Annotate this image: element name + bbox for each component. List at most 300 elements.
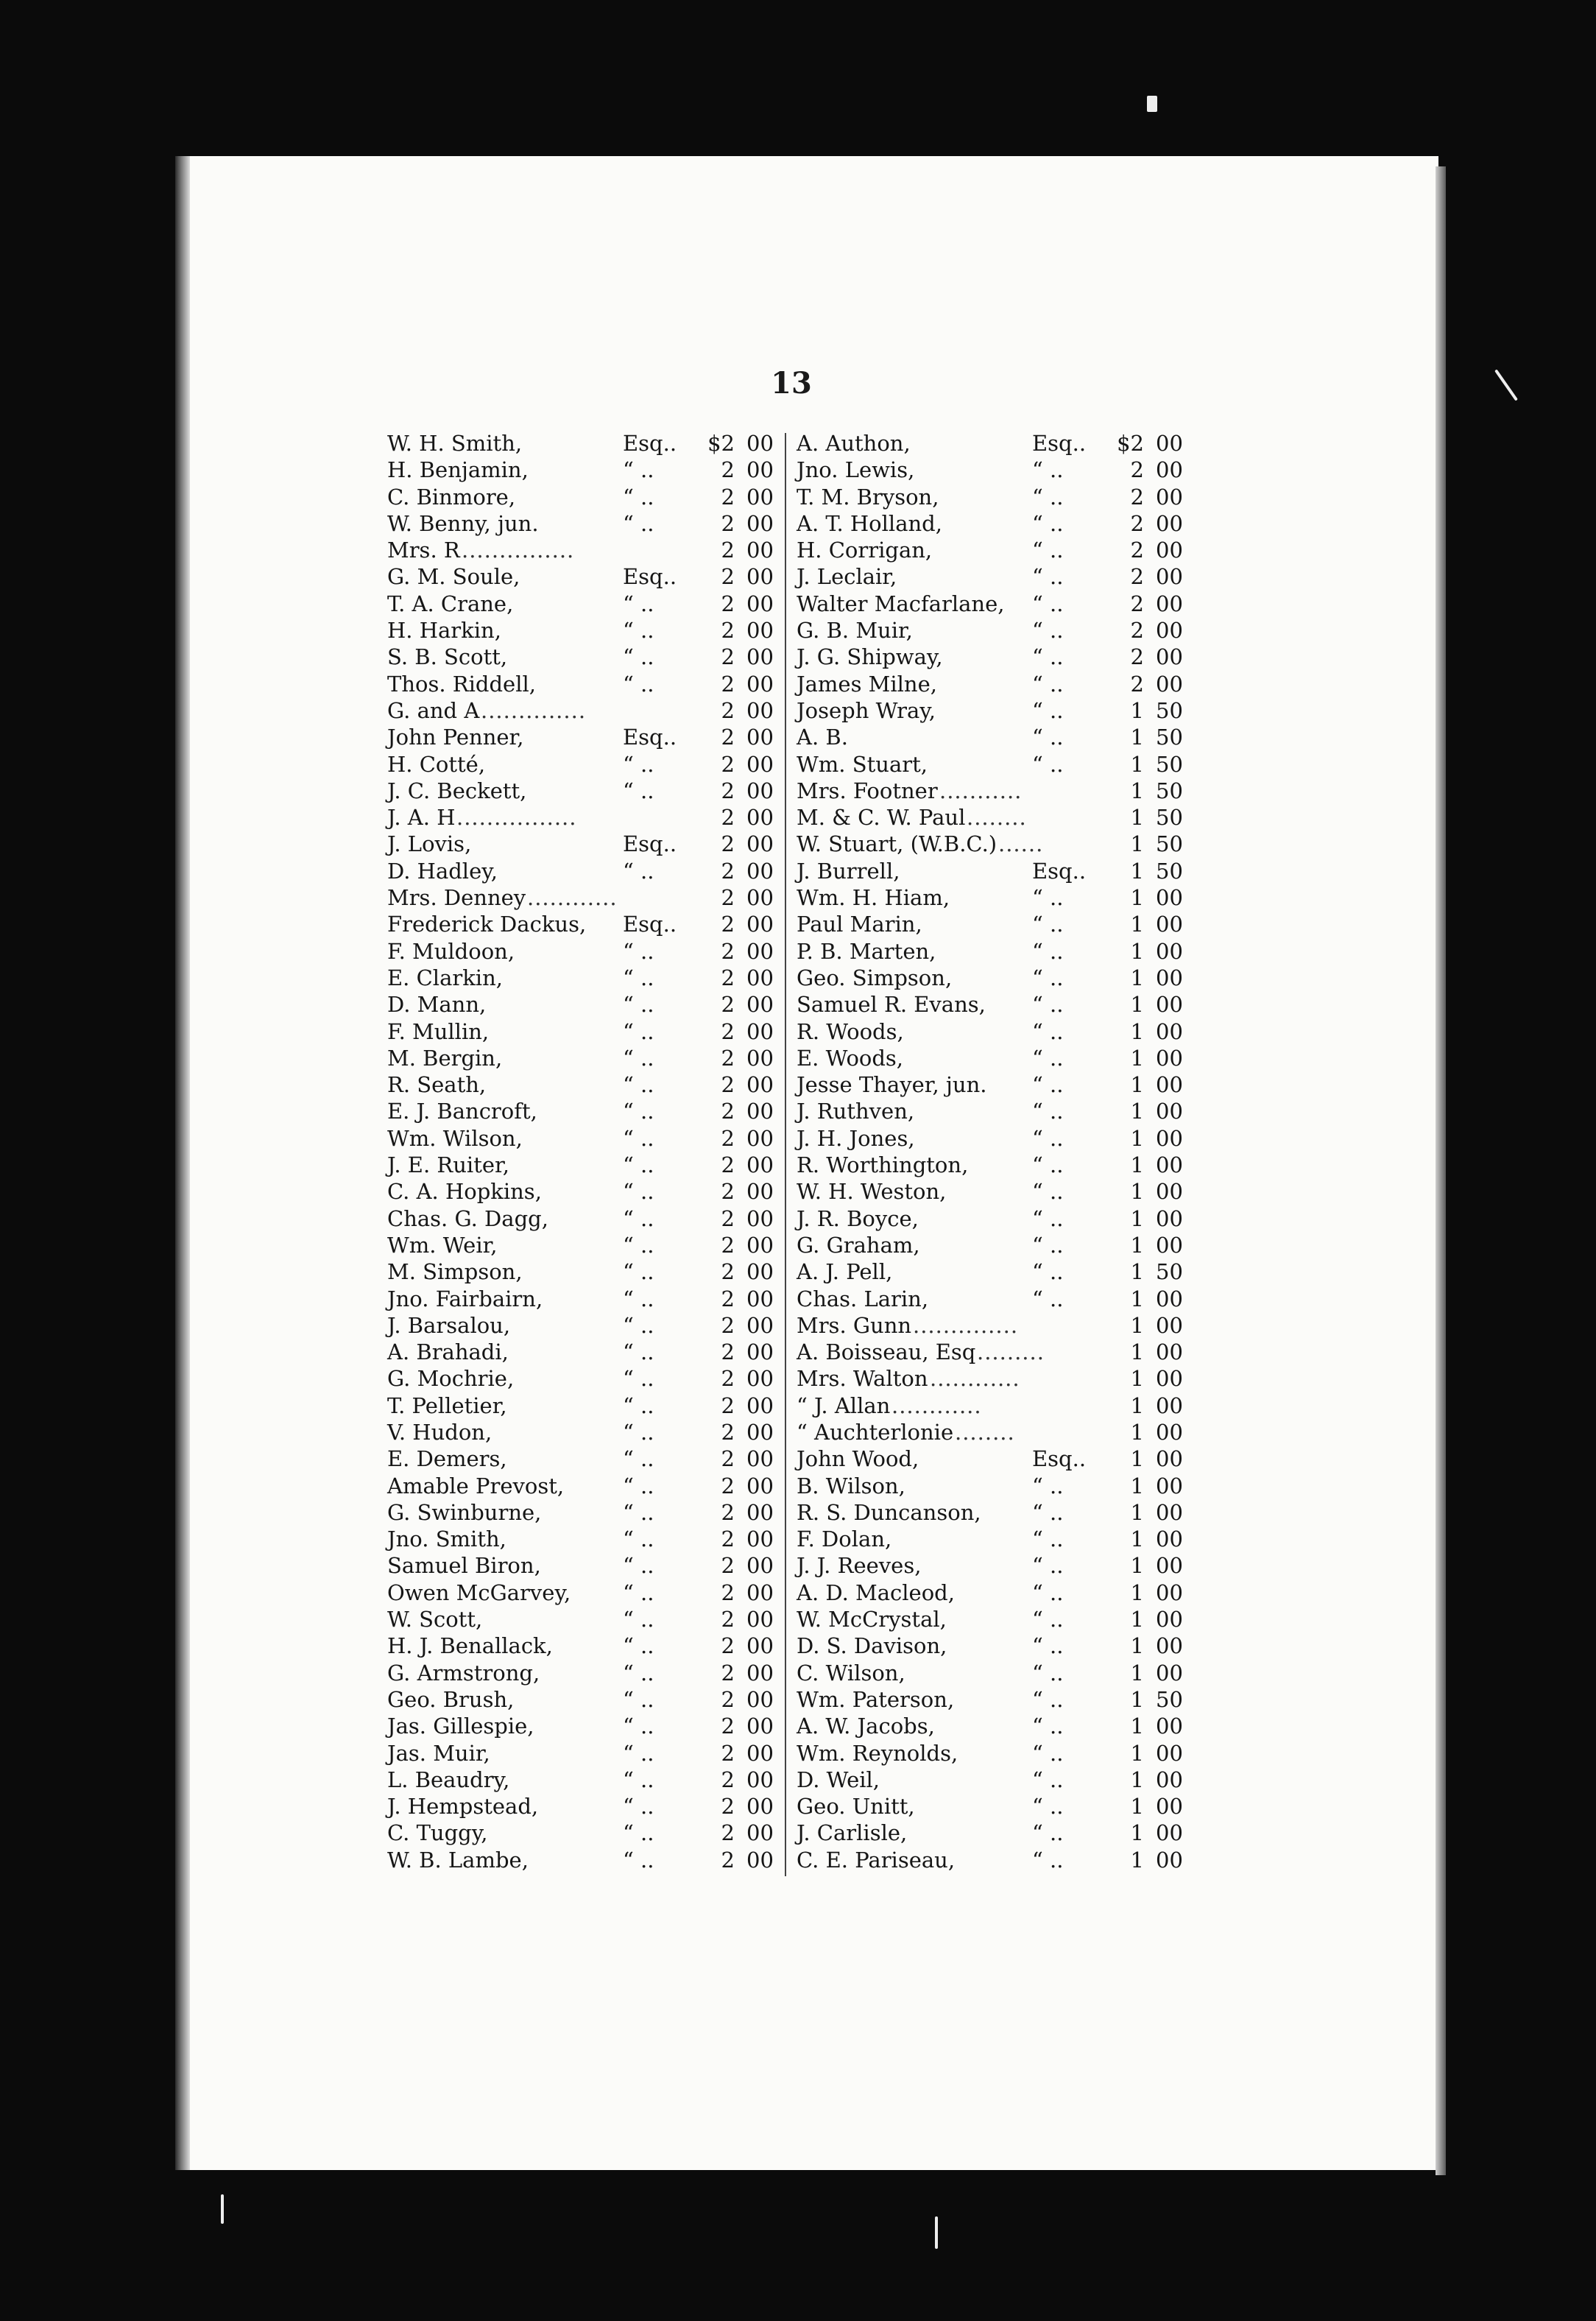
title-suffix: “ .. <box>1032 1633 1064 1659</box>
title-suffix: “ .. <box>623 1714 654 1739</box>
title-suffix: “ .. <box>1032 725 1064 750</box>
title-suffix: “ .. <box>1032 1152 1064 1178</box>
amount-dollars: 2 <box>721 1232 735 1258</box>
subscriber-name: J. Carlisle, <box>797 1820 908 1846</box>
subscriber-row <box>383 991 788 1018</box>
amount-cents: 00 <box>746 1499 774 1525</box>
amount-dollars: 2 <box>721 1553 735 1579</box>
title-suffix: “ .. <box>623 1152 654 1178</box>
subscriber-row <box>383 510 788 537</box>
amount-dollars: 1 <box>1130 1607 1144 1633</box>
subscriber-name: Thos. Riddell, <box>387 671 536 697</box>
subscriber-row <box>792 1686 1197 1713</box>
subscriber-row <box>792 1847 1197 1873</box>
subscriber-row <box>792 1205 1197 1232</box>
title-suffix: “ .. <box>1032 1099 1064 1124</box>
amount-cents: 00 <box>1156 992 1183 1018</box>
subscriber-name: Jno. Lewis, <box>797 457 915 483</box>
subscriber-row <box>792 858 1197 884</box>
subscriber-name: Geo. Brush, <box>387 1686 515 1712</box>
amount-dollars: 1 <box>1130 1232 1144 1258</box>
subscriber-name: J. Burrell, <box>797 858 900 884</box>
subscriber-row <box>792 1713 1197 1739</box>
amount-cents: 00 <box>746 1366 774 1392</box>
amount-cents: 00 <box>746 671 774 697</box>
amount-dollars: 1 <box>1130 1339 1144 1365</box>
amount-dollars: 2 <box>721 965 735 990</box>
amount-cents: 00 <box>1156 1499 1183 1525</box>
subscriber-name: H. J. Benallack, <box>387 1633 553 1659</box>
leader-dots: ........... <box>939 778 1023 803</box>
amount-dollars: 2 <box>721 1179 735 1205</box>
title-suffix: Esq.. <box>623 831 677 857</box>
subscriber-row <box>792 617 1197 644</box>
subscriber-row <box>792 1152 1197 1178</box>
amount-dollars: 2 <box>721 538 735 563</box>
subscriber-name: J. Leclair, <box>797 564 897 590</box>
title-suffix: “ .. <box>1032 1526 1064 1552</box>
title-suffix: “ .. <box>1032 1553 1064 1579</box>
leader-dots: ........ <box>967 805 1027 831</box>
subscriber-row <box>792 671 1197 697</box>
amount-dollars: 1 <box>1130 885 1144 911</box>
subscriber-row <box>792 1473 1197 1499</box>
subscriber-name: W. H. Weston, <box>797 1179 947 1205</box>
subscriber-name: W. B. Lambe, <box>387 1847 529 1873</box>
amount-cents: 00 <box>1156 1339 1183 1365</box>
amount-dollars: 2 <box>1130 564 1144 590</box>
title-suffix: “ .. <box>1032 1045 1064 1071</box>
subscriber-row <box>383 884 788 911</box>
subscriber-name: G. Armstrong, <box>387 1660 540 1686</box>
amount-dollars: 2 <box>721 1499 735 1525</box>
amount-cents: 00 <box>1156 1446 1183 1472</box>
subscriber-name: T. A. Crane, <box>387 591 514 616</box>
subscriber-name: J. H. Jones, <box>797 1125 915 1151</box>
subscriber-row <box>383 858 788 884</box>
amount-dollars: 1 <box>1130 912 1144 937</box>
amount-cents: 00 <box>1156 1607 1183 1633</box>
title-suffix: Esq.. <box>1032 858 1087 884</box>
amount-dollars: 2 <box>721 644 735 670</box>
amount-cents: 50 <box>1156 1686 1183 1712</box>
subscriber-row <box>383 1071 788 1098</box>
subscriber-name: C. A. Hopkins, <box>387 1179 542 1205</box>
amount-dollars: 1 <box>1130 1125 1144 1151</box>
amount-cents: 00 <box>1156 591 1183 616</box>
amount-dollars: 2 <box>721 1579 735 1605</box>
subscriber-name: G. Mochrie, <box>387 1366 515 1392</box>
dust-speck <box>935 2216 938 2249</box>
subscriber-row <box>383 751 788 778</box>
title-suffix: “ .. <box>623 1072 654 1098</box>
subscriber-name: J. J. Reeves, <box>797 1553 922 1579</box>
subscriber-row <box>383 430 788 457</box>
amount-dollars: 1 <box>1130 1714 1144 1739</box>
amount-dollars: 1 <box>1130 1286 1144 1311</box>
subscriber-name: Mrs. Gunn <box>797 1312 912 1338</box>
amount-dollars: 2 <box>721 751 735 777</box>
amount-cents: 00 <box>746 1205 774 1231</box>
dust-speck <box>1147 96 1157 112</box>
subscriber-row <box>792 1419 1197 1445</box>
subscriber-row <box>792 1552 1197 1579</box>
subscriber-name: E. J. Bancroft, <box>387 1099 537 1124</box>
subscriber-name: F. Muldoon, <box>387 938 515 964</box>
amount-cents: 00 <box>1156 1820 1183 1846</box>
subscriber-row <box>383 911 788 937</box>
amount-dollars: 1 <box>1130 1045 1144 1071</box>
subscriber-row <box>383 1847 788 1873</box>
amount-dollars: 2 <box>1130 510 1144 536</box>
title-suffix: “ .. <box>623 1767 654 1792</box>
subscriber-row <box>792 965 1197 991</box>
subscriber-name: M. Bergin, <box>387 1045 503 1071</box>
amount-cents: 00 <box>746 1579 774 1605</box>
subscriber-row <box>792 457 1197 483</box>
title-suffix: “ .. <box>1032 1660 1064 1686</box>
subscriber-row <box>383 1767 788 1793</box>
title-suffix: “ .. <box>623 1794 654 1820</box>
amount-dollars: 1 <box>1130 1660 1144 1686</box>
title-suffix: “ .. <box>623 1179 654 1205</box>
amount-dollars: 2 <box>721 885 735 911</box>
amount-cents: 00 <box>746 1339 774 1365</box>
amount-dollars: 2 <box>1130 644 1144 670</box>
leader-dots: .............. <box>481 697 587 723</box>
subscriber-row <box>792 991 1197 1018</box>
subscriber-name: V. Hudon, <box>387 1419 492 1445</box>
amount-cents: 00 <box>1156 1740 1183 1766</box>
amount-dollars: 2 <box>721 564 735 590</box>
amount-cents: 50 <box>1156 725 1183 750</box>
amount-dollars: 2 <box>721 1633 735 1659</box>
amount-cents: 00 <box>746 725 774 750</box>
amount-dollars: 2 <box>721 1794 735 1820</box>
subscriber-row <box>383 1686 788 1713</box>
subscriber-row <box>383 1579 788 1606</box>
subscriber-row <box>792 1579 1197 1606</box>
subscriber-name: W. Stuart, (W.B.C.) <box>797 831 998 857</box>
amount-dollars: 2 <box>721 1152 735 1178</box>
amount-cents: 00 <box>1156 938 1183 964</box>
amount-dollars: 1 <box>1130 1312 1144 1338</box>
subscriber-name: J. C. Beckett, <box>387 778 527 803</box>
amount-dollars: 2 <box>721 831 735 857</box>
title-suffix: “ .. <box>623 1045 654 1071</box>
subscriber-name: H. Benjamin, <box>387 457 529 483</box>
amount-dollars: 1 <box>1130 1820 1144 1846</box>
title-suffix: “ .. <box>1032 938 1064 964</box>
subscriber-name: C. E. Pariseau, <box>797 1847 956 1873</box>
amount-cents: 00 <box>746 912 774 937</box>
amount-dollars: 1 <box>1130 1099 1144 1124</box>
amount-cents: 00 <box>746 1820 774 1846</box>
amount-cents: 00 <box>746 510 774 536</box>
amount-cents: 00 <box>746 431 774 456</box>
amount-cents: 00 <box>746 1018 774 1044</box>
subscriber-row <box>792 911 1197 937</box>
subscriber-name: John Penner, <box>387 725 524 750</box>
title-suffix: “ .. <box>623 510 654 536</box>
subscriber-row <box>792 1392 1197 1419</box>
subscriber-name: G. M. Soule, <box>387 564 520 590</box>
amount-dollars: 1 <box>1130 1767 1144 1792</box>
subscriber-name: Jas. Gillespie, <box>387 1714 534 1739</box>
amount-dollars: 2 <box>721 1286 735 1311</box>
subscriber-name: Mrs. R <box>387 538 460 563</box>
amount-cents: 00 <box>746 1473 774 1498</box>
subscriber-name: D. Mann, <box>387 992 487 1018</box>
title-suffix: “ .. <box>623 1820 654 1846</box>
subscriber-name: Frederick Dackus, <box>387 912 587 937</box>
amount-cents: 00 <box>1156 484 1183 510</box>
title-suffix: “ .. <box>623 618 654 644</box>
subscriber-name: A. W. Jacobs, <box>797 1714 935 1739</box>
title-suffix: “ .. <box>1032 1714 1064 1739</box>
amount-cents: 00 <box>746 1660 774 1686</box>
subscriber-row <box>792 1740 1197 1767</box>
subscriber-name: R. Seath, <box>387 1072 487 1098</box>
title-suffix: “ .. <box>623 1526 654 1552</box>
amount-dollars: 2 <box>721 778 735 803</box>
subscriber-row <box>792 1232 1197 1258</box>
subscriber-row <box>383 1606 788 1633</box>
subscriber-name: M. Simpson, <box>387 1259 523 1285</box>
amount-cents: 00 <box>746 992 774 1018</box>
amount-cents: 00 <box>746 1686 774 1712</box>
title-suffix: “ .. <box>1032 1767 1064 1792</box>
title-suffix: “ .. <box>1032 591 1064 616</box>
subscriber-row <box>792 751 1197 778</box>
subscriber-name: F. Mullin, <box>387 1018 490 1044</box>
leader-dots: ................ <box>456 805 577 831</box>
amount-cents: 00 <box>1156 1847 1183 1873</box>
subscriber-row <box>383 1473 788 1499</box>
subscriber-name: Amable Prevost, <box>387 1473 565 1498</box>
subscriber-name: A. J. Pell, <box>797 1259 893 1285</box>
subscriber-name: Wm. Paterson, <box>797 1686 955 1712</box>
amount-cents: 50 <box>1156 778 1183 803</box>
binding-edge <box>175 156 190 2170</box>
amount-dollars: 1 <box>1130 1526 1144 1552</box>
title-suffix: “ .. <box>623 1366 654 1392</box>
subscriber-row <box>792 724 1197 750</box>
amount-cents: 50 <box>1156 1259 1183 1285</box>
subscriber-name: E. Demers, <box>387 1446 507 1472</box>
amount-dollars: 2 <box>721 1473 735 1498</box>
subscriber-name: A. D. Macleod, <box>797 1579 955 1605</box>
subscriber-name: F. Dolan, <box>797 1526 892 1552</box>
subscriber-name: Geo. Unitt, <box>797 1794 915 1820</box>
title-suffix: “ .. <box>623 1312 654 1338</box>
amount-cents: 50 <box>1156 858 1183 884</box>
subscriber-row <box>383 1232 788 1258</box>
amount-dollars: 2 <box>1130 618 1144 644</box>
subscriber-row <box>383 1526 788 1552</box>
amount-cents: 00 <box>1156 1392 1183 1418</box>
amount-dollars: 2 <box>721 618 735 644</box>
amount-dollars: 2 <box>721 1045 735 1071</box>
title-suffix: “ .. <box>1032 1740 1064 1766</box>
subscriber-name: J. Hempstead, <box>387 1794 539 1820</box>
amount-cents: 00 <box>1156 885 1183 911</box>
subscriber-name: Mrs. Footner <box>797 778 938 803</box>
amount-cents: 00 <box>1156 1232 1183 1258</box>
title-suffix: “ .. <box>1032 1259 1064 1285</box>
amount-dollars: 2 <box>721 484 735 510</box>
subscriber-name: G. B. Muir, <box>797 618 913 644</box>
amount-dollars: 1 <box>1130 1686 1144 1712</box>
amount-dollars: 2 <box>721 1018 735 1044</box>
title-suffix: “ .. <box>623 1847 654 1873</box>
title-suffix: “ .. <box>623 1686 654 1712</box>
amount-cents: 00 <box>1156 1018 1183 1044</box>
leader-dots: ............ <box>891 1392 982 1418</box>
subscriber-row <box>792 591 1197 617</box>
subscriber-row <box>383 965 788 991</box>
amount-dollars: 2 <box>721 1312 735 1338</box>
title-suffix: Esq.. <box>623 725 677 750</box>
amount-cents: 00 <box>746 1607 774 1633</box>
title-suffix: “ .. <box>1032 965 1064 990</box>
subscriber-name: A. Authon, <box>797 431 911 456</box>
subscriber-row <box>383 484 788 510</box>
amount-cents: 00 <box>746 1286 774 1311</box>
subscriber-name: H. Cotté, <box>387 751 486 777</box>
subscriber-name: G. Graham, <box>797 1232 920 1258</box>
title-suffix: “ .. <box>623 457 654 483</box>
title-suffix: “ .. <box>1032 1072 1064 1098</box>
amount-dollars: 2 <box>721 1339 735 1365</box>
subscriber-name: A. T. Holland, <box>797 510 942 536</box>
amount-cents: 00 <box>1156 1045 1183 1071</box>
amount-cents: 00 <box>1156 1526 1183 1552</box>
subscriber-name: E. Clarkin, <box>387 965 503 990</box>
subscriber-name: Paul Marin, <box>797 912 922 937</box>
title-suffix: “ .. <box>1032 1473 1064 1498</box>
amount-dollars: $2 <box>1117 431 1144 456</box>
subscriber-name: Geo. Simpson, <box>797 965 953 990</box>
amount-dollars: 2 <box>721 1099 735 1124</box>
title-suffix: “ .. <box>623 1339 654 1365</box>
leader-dots: ............... <box>462 538 575 563</box>
subscriber-name: R. S. Duncanson, <box>797 1499 981 1525</box>
subscriber-row <box>792 1633 1197 1659</box>
amount-cents: 00 <box>746 938 774 964</box>
subscriber-row <box>792 1071 1197 1098</box>
amount-dollars: 1 <box>1130 1366 1144 1392</box>
subscriber-name: C. Wilson, <box>797 1660 905 1686</box>
amount-dollars: 2 <box>1130 538 1144 563</box>
subscriber-name: T. Pelletier, <box>387 1392 507 1418</box>
title-suffix: “ .. <box>1032 1499 1064 1525</box>
amount-dollars: 2 <box>721 992 735 1018</box>
subscriber-row <box>792 1286 1197 1312</box>
amount-cents: 00 <box>1156 965 1183 990</box>
amount-dollars: 2 <box>721 1392 735 1418</box>
amount-cents: 00 <box>746 1633 774 1659</box>
subscriber-name: W. H. Smith, <box>387 431 523 456</box>
subscriber-row <box>383 1339 788 1365</box>
leader-dots: ...... <box>998 831 1044 857</box>
amount-dollars: 1 <box>1130 1419 1144 1445</box>
amount-dollars: 1 <box>1130 992 1144 1018</box>
subscriber-row <box>383 1660 788 1686</box>
subscriber-row <box>383 591 788 617</box>
subscriber-name: C. Tuggy, <box>387 1820 488 1846</box>
amount-cents: 00 <box>746 1099 774 1124</box>
subscriber-name: W. Scott, <box>387 1607 483 1633</box>
subscriber-row <box>383 1258 788 1285</box>
subscriber-row <box>792 430 1197 457</box>
subscriber-name: Jno. Fairbairn, <box>387 1286 543 1311</box>
amount-dollars: 1 <box>1130 1499 1144 1525</box>
title-suffix: “ .. <box>623 1125 654 1151</box>
amount-cents: 00 <box>1156 618 1183 644</box>
amount-dollars: 1 <box>1130 1794 1144 1820</box>
amount-cents: 00 <box>1156 1714 1183 1739</box>
amount-dollars: 2 <box>721 725 735 750</box>
amount-dollars: 2 <box>721 1446 735 1472</box>
amount-cents: 00 <box>746 1446 774 1472</box>
subscriber-name: Chas. G. Dagg, <box>387 1205 548 1231</box>
subscriber-name: Chas. Larin, <box>797 1286 929 1311</box>
amount-cents: 00 <box>746 538 774 563</box>
amount-dollars: 2 <box>721 1714 735 1739</box>
subscriber-name: J. E. Ruiter, <box>387 1152 509 1178</box>
subscriber-name: Walter Macfarlane, <box>797 591 1005 616</box>
subscriber-row <box>792 1045 1197 1071</box>
subscriber-row <box>383 804 788 831</box>
amount-cents: 00 <box>1156 1553 1183 1579</box>
title-suffix: “ .. <box>1032 697 1064 723</box>
subscriber-name: P. B. Marten, <box>797 938 936 964</box>
subscriber-row <box>792 1526 1197 1552</box>
amount-cents: 00 <box>1156 1099 1183 1124</box>
amount-dollars: 2 <box>721 1419 735 1445</box>
subscriber-row <box>383 537 788 563</box>
amount-cents: 00 <box>1156 1633 1183 1659</box>
leader-dots: ........ <box>955 1419 1015 1445</box>
amount-cents: 00 <box>1156 1473 1183 1498</box>
amount-cents: 00 <box>1156 1767 1183 1792</box>
amount-dollars: 2 <box>721 1205 735 1231</box>
subscriber-name: J. A. H <box>387 805 456 831</box>
title-suffix: “ .. <box>1032 457 1064 483</box>
subscriber-name: D. Weil, <box>797 1767 880 1792</box>
subscriber-row <box>792 644 1197 670</box>
amount-cents: 00 <box>746 1152 774 1178</box>
title-suffix: “ .. <box>623 1740 654 1766</box>
amount-dollars: 1 <box>1130 965 1144 990</box>
subscriber-name: H. Harkin, <box>387 618 501 644</box>
title-suffix: “ .. <box>623 1232 654 1258</box>
title-suffix: “ .. <box>1032 1794 1064 1820</box>
subscriber-row <box>792 1258 1197 1285</box>
subscriber-row <box>792 1820 1197 1846</box>
subscriber-row <box>383 1045 788 1071</box>
subscriber-name: Wm. Weir, <box>387 1232 498 1258</box>
amount-dollars: 1 <box>1130 725 1144 750</box>
amount-dollars: 1 <box>1130 1473 1144 1498</box>
amount-dollars: 2 <box>721 1767 735 1792</box>
title-suffix: “ .. <box>1032 564 1064 590</box>
amount-cents: 00 <box>746 1125 774 1151</box>
amount-cents: 00 <box>1156 1794 1183 1820</box>
subscriber-row <box>792 778 1197 804</box>
subscriber-row <box>383 1125 788 1152</box>
